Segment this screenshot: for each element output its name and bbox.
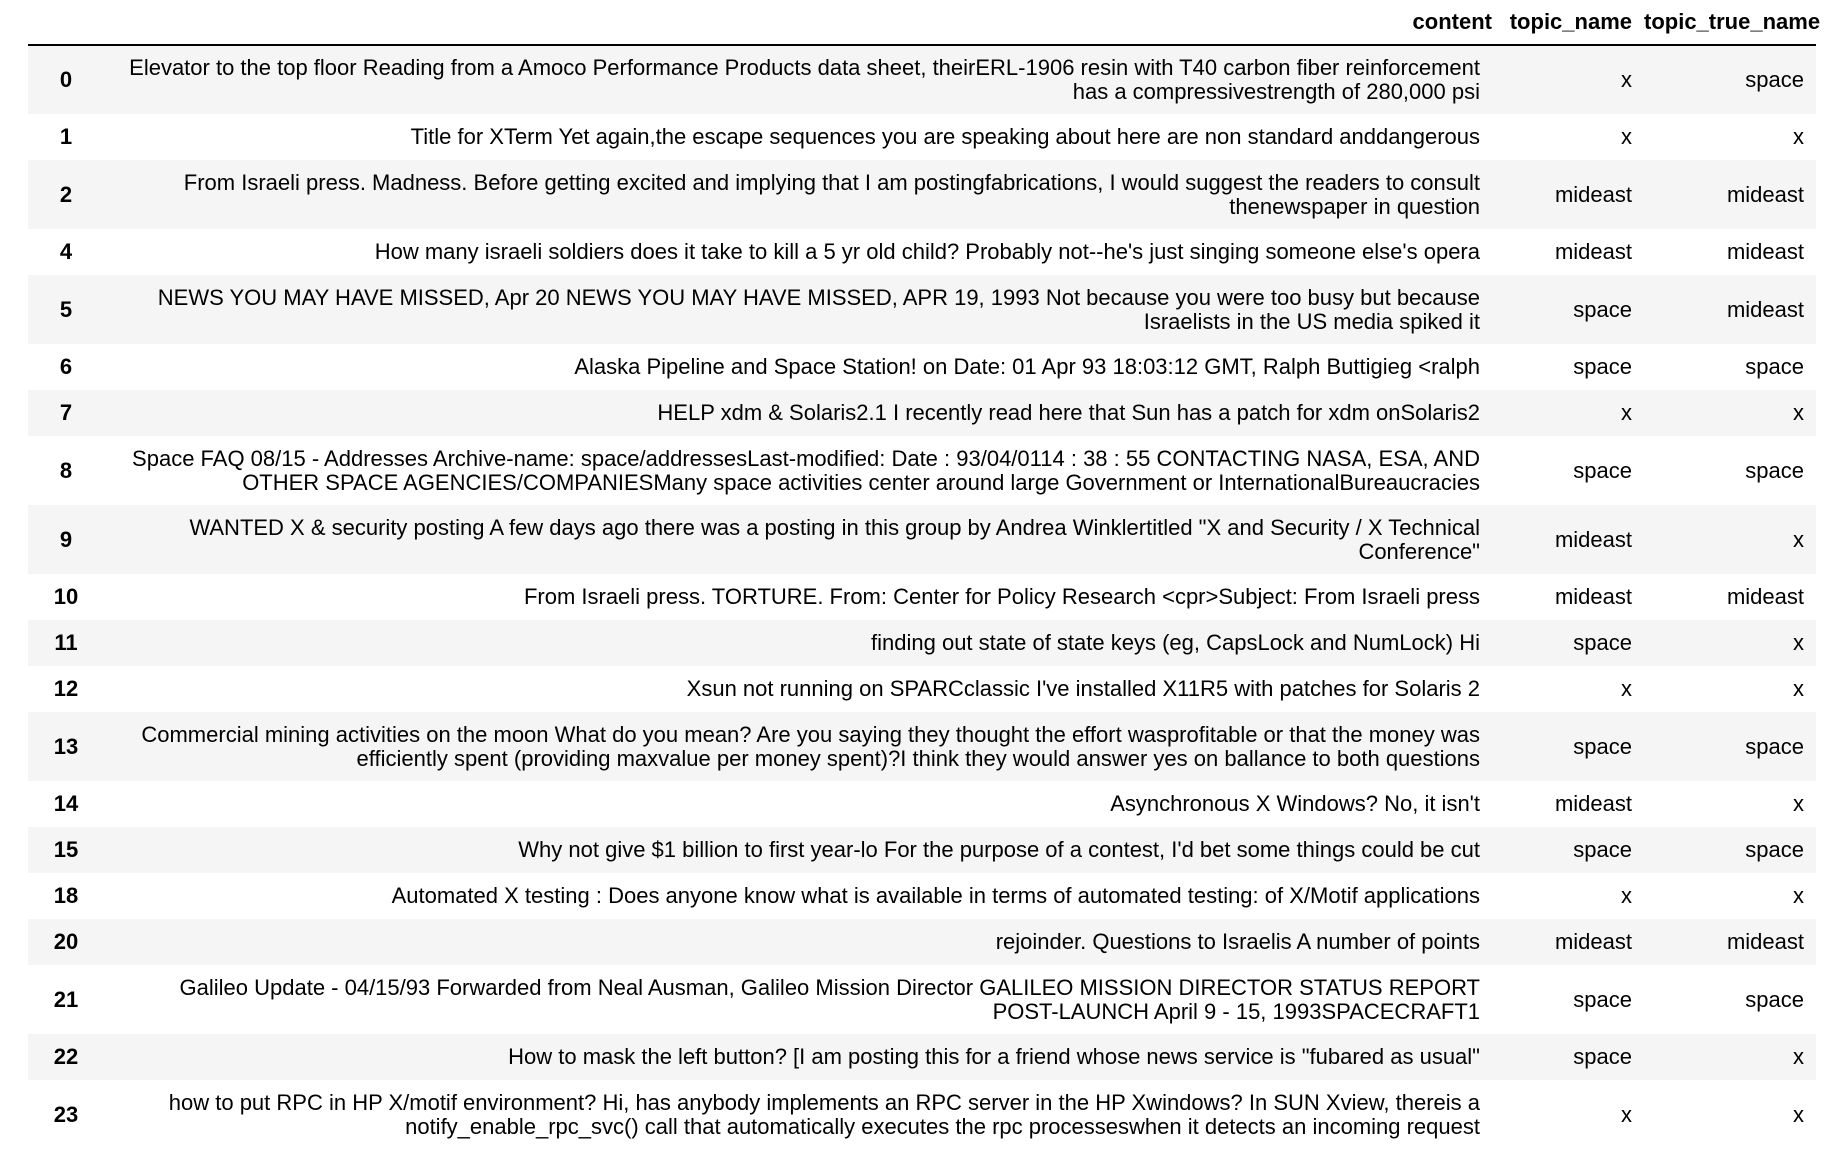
topic-name-cell: space bbox=[1573, 986, 1632, 1012]
topic-true-name-cell: space bbox=[1745, 837, 1804, 862]
content-cell: How to mask the left button? [I am posting this for a friend whose news service is "fubared as usual" bbox=[508, 1044, 1480, 1069]
row-index: 7 bbox=[59, 400, 73, 425]
row-index: 9 bbox=[59, 526, 73, 552]
topic-true-name-cell: x bbox=[1793, 630, 1804, 655]
topic-true-name-cell: space bbox=[1745, 457, 1804, 483]
row-index: 20 bbox=[53, 929, 79, 954]
topic-name-cell: mideast bbox=[1554, 929, 1632, 954]
row-index: 0 bbox=[59, 67, 73, 92]
column-header-content: content bbox=[104, 0, 1504, 45]
content-cell: WANTED X & security posting A few days ago there was a posting in this group by Andrea Winklertitled "X and Security / X Technical Conference" bbox=[189, 514, 1480, 564]
content-cell: Space FAQ 08/15 - Addresses Archive-name: space/addressesLast-modified: Date : 93/04/0114 : 38 : 55 CONTACTING NASA, ESA, AND OTHER SPACE AGENCIES/COMPANIESMany space activities center around large Government or InternationalBureaucracies bbox=[132, 445, 1480, 495]
content-cell: Commercial mining activities on the moon What do you mean? Are you saying they thought the effort wasprofitable or that the money was efficiently spent (providing maxvalue per money spent)?I think they would answer yes on ballance to both questions bbox=[141, 721, 1480, 771]
content-cell: Alaska Pipeline and Space Station! on Date: 01 Apr 93 18:03:12 GMT, Ralph Buttigieg <ralph bbox=[574, 354, 1480, 379]
topic-name-cell: mideast bbox=[1554, 526, 1632, 552]
row-index: 11 bbox=[54, 630, 78, 655]
row-index: 22 bbox=[53, 1044, 79, 1069]
content-cell: Xsun not running on SPARCclassic I've installed X11R5 with patches for Solaris 2 bbox=[686, 676, 1480, 701]
topic-name-cell: space bbox=[1573, 354, 1632, 379]
row-index: 8 bbox=[59, 457, 73, 483]
table-row bbox=[28, 1080, 1816, 1149]
row-index: 4 bbox=[59, 239, 73, 264]
table-row bbox=[28, 873, 1816, 919]
topic-true-name-cell: x bbox=[1793, 1044, 1804, 1069]
table-row bbox=[28, 114, 1816, 160]
table-row bbox=[28, 666, 1816, 712]
table-row bbox=[28, 505, 1816, 574]
table-row bbox=[28, 919, 1816, 965]
content-cell: NEWS YOU MAY HAVE MISSED, Apr 20 NEWS YOU MAY HAVE MISSED, APR 19, 1993 Not because you were too busy but because Israelists in the US media spiked it bbox=[157, 284, 1480, 334]
topic-name-cell: x bbox=[1621, 124, 1632, 149]
table-row bbox=[28, 45, 1816, 114]
content-cell: From Israeli press. TORTURE. From: Center for Policy Research <cpr>Subject: From Israeli press bbox=[523, 584, 1480, 609]
topic-name-cell: x bbox=[1621, 883, 1632, 908]
topic-name-cell: x bbox=[1621, 400, 1632, 425]
table-row bbox=[28, 1034, 1816, 1080]
row-index: 2 bbox=[59, 181, 73, 207]
topic-name-cell: space bbox=[1573, 837, 1632, 862]
topic-true-name-cell: x bbox=[1793, 883, 1804, 908]
row-index: 1 bbox=[59, 124, 73, 149]
row-index: 21 bbox=[53, 986, 79, 1012]
index-header bbox=[28, 0, 104, 45]
row-index: 10 bbox=[53, 584, 79, 609]
topic-true-name-cell: space bbox=[1745, 733, 1804, 759]
topic-name-cell: space bbox=[1573, 457, 1632, 483]
topic-true-name-cell: mideast bbox=[1726, 584, 1804, 609]
topic-name-cell: x bbox=[1621, 67, 1632, 92]
content-cell: Galileo Update - 04/15/93 Forwarded from Neal Ausman, Galileo Mission Director GALILEO MISSION DIRECTOR STATUS REPORT POST-LAUNCH April 9 - 15, 1993SPACECRAFT1 bbox=[179, 974, 1480, 1024]
row-index: 23 bbox=[53, 1101, 79, 1127]
topic-name-cell: mideast bbox=[1554, 584, 1632, 609]
content-cell: Why not give $1 billion to first year-lo For the purpose of a contest, I'd bet some things could be cut bbox=[518, 837, 1480, 862]
column-header-topic-true-name: topic_true_name bbox=[1644, 0, 1816, 45]
table-row bbox=[28, 620, 1816, 666]
topic-true-name-cell: x bbox=[1793, 400, 1804, 425]
table-row bbox=[28, 712, 1816, 781]
table-row bbox=[28, 827, 1816, 873]
table-body bbox=[28, 45, 1816, 1149]
topic-name-cell: x bbox=[1621, 676, 1632, 701]
table-row bbox=[28, 160, 1816, 229]
topic-true-name-cell: space bbox=[1745, 354, 1804, 379]
content-cell: rejoinder. Questions to Israelis A number of points bbox=[995, 929, 1480, 954]
topic-name-cell: space bbox=[1573, 1044, 1632, 1069]
table-row bbox=[28, 390, 1816, 436]
topic-name-cell: x bbox=[1621, 1101, 1632, 1127]
topic-name-cell: space bbox=[1573, 733, 1632, 759]
dataframe-container bbox=[28, 0, 1821, 1149]
topic-true-name-cell: x bbox=[1793, 1101, 1804, 1127]
topic-true-name-cell: mideast bbox=[1726, 181, 1804, 207]
table-row bbox=[28, 574, 1816, 620]
topic-name-cell: mideast bbox=[1554, 791, 1632, 816]
topic-true-name-cell: x bbox=[1793, 676, 1804, 701]
content-cell: HELP xdm & Solaris2.1 I recently read here that Sun has a patch for xdm onSolaris2 bbox=[657, 400, 1480, 425]
content-cell: Asynchronous X Windows? No, it isn't bbox=[1110, 791, 1480, 816]
row-index: 14 bbox=[53, 791, 79, 816]
row-index: 15 bbox=[53, 837, 79, 862]
header-row bbox=[28, 0, 1816, 45]
content-cell: finding out state of state keys (eg, CapsLock and NumLock) Hi bbox=[871, 630, 1480, 655]
column-header-topic-name: topic_name bbox=[1504, 0, 1644, 45]
row-index: 13 bbox=[53, 733, 79, 759]
row-index: 6 bbox=[59, 354, 73, 379]
table-row bbox=[28, 275, 1816, 344]
content-cell: Elevator to the top floor Reading from a Amoco Performance Products data sheet, theirERL-1906 resin with T40 carbon fiber reinforcement has a compressivestrength of 280,000 psi bbox=[129, 55, 1480, 104]
row-index: 18 bbox=[53, 883, 79, 908]
dataframe-table bbox=[28, 0, 1821, 1149]
content-cell: Automated X testing : Does anyone know what is available in terms of automated testing: of X/Motif applications bbox=[391, 883, 1480, 908]
table-row bbox=[28, 436, 1816, 505]
table-header bbox=[28, 0, 1821, 45]
row-index: 12 bbox=[53, 676, 79, 701]
row-index: 5 bbox=[59, 296, 73, 322]
topic-true-name-cell: x bbox=[1793, 526, 1804, 552]
topic-true-name-cell: space bbox=[1745, 67, 1804, 92]
content-cell: how to put RPC in HP X/motif environment? Hi, has anybody implements an RPC server in the HP Xwindows? In SUN Xview, thereis a notify_enable_rpc_svc() call that automatically executes the rpc processeswhen it detects an incoming request bbox=[168, 1089, 1480, 1139]
topic-true-name-cell: x bbox=[1793, 791, 1804, 816]
content-cell: How many israeli soldiers does it take to kill a 5 yr old child? Probably not--he's just singing someone else's opera bbox=[374, 239, 1480, 264]
table-row bbox=[28, 965, 1816, 1034]
topic-name-cell: mideast bbox=[1554, 181, 1632, 207]
topic-name-cell: space bbox=[1573, 630, 1632, 655]
table-row bbox=[28, 344, 1816, 390]
topic-name-cell: space bbox=[1573, 296, 1632, 322]
content-cell: Title for XTerm Yet again,the escape sequences you are speaking about here are non standard anddangerous bbox=[410, 124, 1480, 149]
content-cell: From Israeli press. Madness. Before getting excited and implying that I am postingfabrications, I would suggest the readers to consult thenewspaper in question bbox=[183, 169, 1480, 219]
table-row bbox=[28, 229, 1816, 275]
topic-true-name-cell: space bbox=[1745, 986, 1804, 1012]
topic-true-name-cell: x bbox=[1793, 124, 1804, 149]
topic-name-cell: mideast bbox=[1554, 239, 1632, 264]
topic-true-name-cell: mideast bbox=[1726, 239, 1804, 264]
topic-true-name-cell: mideast bbox=[1726, 296, 1804, 322]
topic-true-name-cell: mideast bbox=[1726, 929, 1804, 954]
table-row bbox=[28, 781, 1816, 827]
